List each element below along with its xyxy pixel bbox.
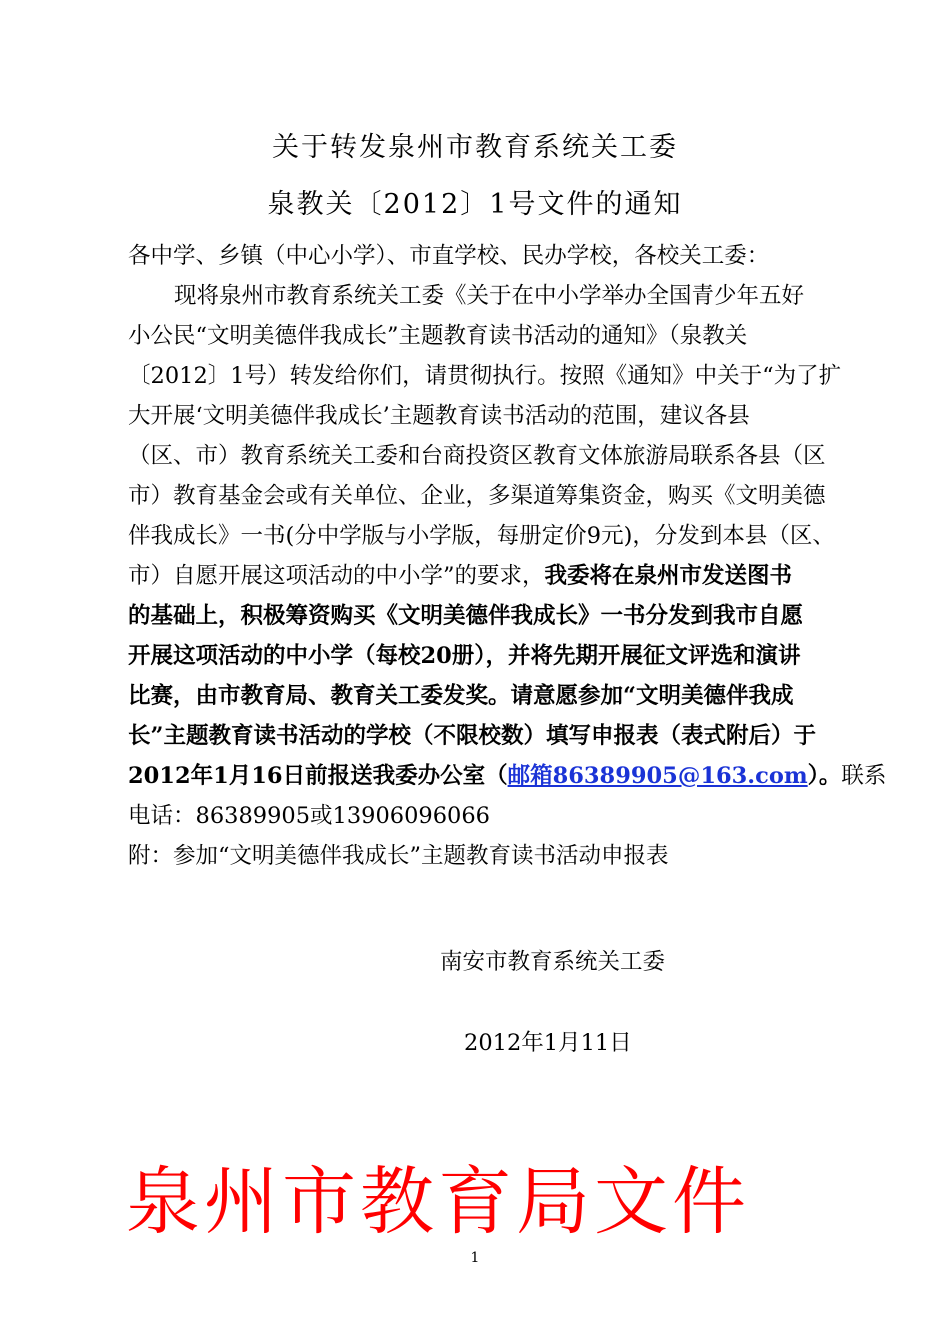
body-line-8-normal: 市）自愿开展这项活动的中小学”的要求， xyxy=(128,563,545,589)
body-line-4: 大开展‘文明美德伴我成长’主题教育读书活动的范围，建议各县 xyxy=(128,403,750,429)
body-line-5: （区、市）教育系统关工委和台商投资区教育文体旅游局联系各县（区 xyxy=(128,443,826,469)
addressee: 各中学、乡镇（中心小学）、市直学校、民办学校，各校关工委： xyxy=(128,243,770,269)
deadline-prefix: 2012年1月16日前报送我委办公室（ xyxy=(128,763,508,789)
deadline-line xyxy=(128,756,887,796)
body-line-3: 〔2012〕1号）转发给你们，请贯彻执行。按照《通知》中关于“为了扩 xyxy=(128,363,842,389)
contact-tail: 联系 xyxy=(841,763,887,789)
red-header-banner: 泉州市教育局文件 xyxy=(126,1159,750,1245)
body-line-1: 现将泉州市教育系统关工委《关于在中小学举办全国青少年五好 xyxy=(174,283,805,309)
bold-line-4: 长”主题教育读书活动的学校（不限校数）填写申报表（表式附后）于 xyxy=(128,723,816,749)
signature-org: 南安市教育系统关工委 xyxy=(440,949,666,975)
bold-line-3: 比赛，由市教育局、教育关工委发奖。请意愿参加“文明美德伴我成 xyxy=(128,683,794,709)
attachment-line: 附：参加“文明美德伴我成长”主题教育读书活动申报表 xyxy=(128,843,669,869)
bold-line-2: 开展这项活动的中小学（每校20册），并将先期开展征文评选和演讲 xyxy=(128,643,801,669)
bold-line-1: 的基础上，积极筹资购买《文明美德伴我成长》一书分发到我市自愿 xyxy=(128,603,804,629)
body-line-8-bold: 我委将在泉州市发送图书 xyxy=(544,563,793,589)
signature-date: 2012年1月11日 xyxy=(464,1030,632,1056)
body-line-7: 伴我成长》一书(分中学版与小学版，每册定价9元)，分发到本县（区、 xyxy=(128,523,835,549)
deadline-suffix: ）。 xyxy=(807,763,842,789)
email-link[interactable]: 邮箱86389905@163.com xyxy=(507,763,808,789)
body-line-6: 市）教育基金会或有关单位、企业，多渠道筹集资金，购买《文明美德 xyxy=(128,483,826,509)
body-line-8 xyxy=(128,556,840,596)
document-title-line2: 泉教关〔2012〕1号文件的通知 xyxy=(267,189,683,220)
body-line-2: 小公民“文明美德伴我成长”主题教育读书活动的通知》（泉教关 xyxy=(128,323,748,349)
phone-line: 电话：86389905或13906096066 xyxy=(128,803,490,829)
document-title-line1: 关于转发泉州市教育系统关工委 xyxy=(272,132,678,163)
page-number: 1 xyxy=(470,1250,480,1266)
